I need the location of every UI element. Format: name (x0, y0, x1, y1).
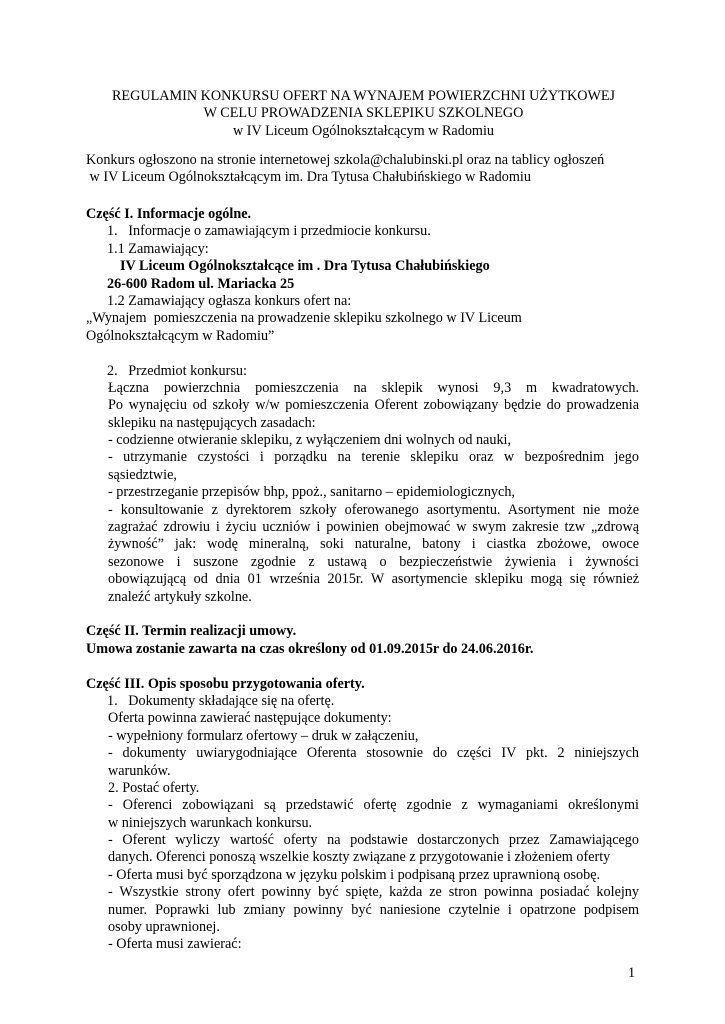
paragraph-line: znaleźć artykuły szkolne. (108, 588, 252, 605)
part1-item-1-1: 1.1 Zamawiający: (107, 240, 209, 257)
paragraph-line: 2. Postać oferty. (108, 779, 200, 796)
paragraph-line: warunków. (108, 762, 171, 779)
paragraph-line: - codzienne otwieranie sklepiku, z wyłączeniem dni wolnych od nauki, (108, 432, 512, 449)
org-address: 26-600 Radom ul. Mariacka 25 (107, 275, 295, 292)
part1-item-1: 1. Informacje o zamawiającym i przedmiocie konkursu. (107, 223, 431, 240)
document-body (86, 206, 639, 954)
paragraph-line: sąsiedztwie, (108, 466, 177, 483)
title-line-2: W CELU PROWADZENIA SKLEPIKU SZKOLNEGO (203, 105, 524, 122)
part1-heading: Część I. Informacje ogólne. (86, 206, 252, 222)
paragraph-line: Po wynajęciu od szkoły w/w pomieszczenia Oferent zobowiązany będzie do prowadzenia (108, 397, 639, 414)
spacer (86, 658, 639, 675)
title-line-3: w IV Liceum Ogólnokształcącym w Radomiu (233, 122, 494, 139)
intro-line-2: w IV Liceum Ogólnokształcącym im. Dra Tytusa Chałubińskiego w Radomiu (86, 169, 531, 186)
part2-text: Umowa zostanie zawarta na czas określony od 01.09.2015r do 24.06.2016r. (86, 640, 534, 657)
quote-line-2: Ogólnokształcącym w Radomiu” (86, 327, 275, 344)
paragraph-line: numer. Poprawki lub zmiany powinny być naniesione czytelnie i opatrzone podpisem (108, 901, 639, 918)
paragraph-line: osoby uprawnionej. (108, 919, 220, 936)
paragraph-line: w niniejszych warunkach konkursu. (108, 814, 313, 831)
paragraph-line: - konsultowanie z dyrektorem szkoły oferowanego asortymentu. Asortyment nie może (108, 501, 639, 518)
paragraph-line: - Oferta musi zawierać: (108, 936, 242, 953)
part3-paragraph (86, 710, 639, 953)
part1-item-2-paragraph (86, 380, 639, 606)
paragraph-line: - Wszystkie strony ofert powinny być spięte, każda ze stron powinna posiadać kolejny (108, 884, 639, 901)
org-name: IV Liceum Ogólnokształcące im . Dra Tytusa Chałubińskiego (120, 258, 490, 275)
spacer (86, 606, 639, 623)
paragraph-line: obowiązującą od dnia 01 września 2015r. W asortymencie sklepiku mogą się również (108, 571, 639, 588)
intro-line-1: Konkurs ogłoszono na stronie internetowej szkola@chalubinski.pl oraz na tablicy ogłoszeń (86, 152, 605, 168)
paragraph-line: Łączna powierzchnia pomieszczenia na sklepik wynosi 9,3 m kwadratowych. (108, 379, 639, 396)
paragraph-line: Oferta powinna zawierać następujące dokumenty: (108, 710, 392, 727)
paragraph-line: - Oferent wyliczy wartość oferty na podstawie dostarczonych przez Zamawiającego (108, 832, 639, 849)
part2-heading: Część II. Termin realizacji umowy. (86, 623, 297, 640)
paragraph-line: sklepiku na następujących zasadach: (108, 414, 316, 431)
spacer (86, 345, 639, 362)
quote-line-1: „Wynajem pomieszczenia na prowadzenie sklepiku szkolnego w IV Liceum (86, 310, 522, 327)
part1-item-1-2: 1.2 Zamawiający ogłasza konkurs ofert na: (107, 292, 352, 309)
document-title (86, 88, 641, 140)
title-line-1: REGULAMIN KONKURSU OFERT NA WYNAJEM POWIERZCHNI UŻYTKOWEJ (111, 88, 616, 104)
part3-item-1: 1. Dokumenty składające się na ofertę. (107, 692, 335, 709)
paragraph-line: - utrzymanie czystości i porządku na terenie sklepiku oraz w bezpośrednim jego (108, 449, 639, 466)
paragraph-line: - Oferenci zobowiązani są przedstawić ofertę zgodnie z wymaganiami określonymi (108, 797, 639, 814)
paragraph-line: zagrażać zdrowiu i życiu uczniów i powinien obejmować w swym zakresie tzw „zdrową (108, 519, 639, 536)
page-number: 1 (628, 965, 636, 981)
part3-heading: Część III. Opis sposobu przygotowania oferty. (86, 675, 365, 692)
paragraph-line: - Oferta musi być sporządzona w języku polskim i podpisaną przez uprawnioną osobę. (108, 866, 601, 883)
part1-item-2: 2. Przedmiot konkursu: (107, 362, 247, 379)
paragraph-line: - wypełniony formularz ofertowy – druk w załączeniu, (108, 727, 419, 744)
paragraph-line: - przestrzeganie przepisów bhp, ppoż., sanitarno – epidemiologicznych, (108, 484, 515, 501)
paragraph-line: żywność” jak: wodę mineralną, soki naturalne, batony i ciastka zbożowe, owoce (108, 536, 639, 553)
paragraph-line: sezonowe i suszone zgodnie z ustawą o bezpieczeństwie żywienia i żywności (108, 553, 639, 570)
paragraph-line: danych. Oferenci ponoszą wszelkie koszty związane z przygotowanie i złożeniem oferty (108, 849, 611, 866)
intro-paragraph (86, 152, 646, 187)
paragraph-line: - dokumenty uwiarygodniające Oferenta stosownie do części IV pkt. 2 niniejszych (108, 745, 639, 762)
